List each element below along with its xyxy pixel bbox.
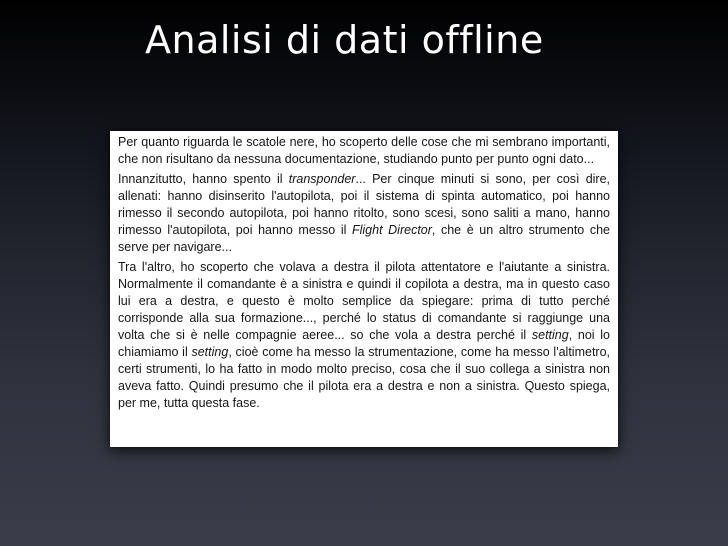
slide-title: Analisi di dati offline <box>145 18 544 62</box>
quote-paragraph-2-text-a: Innanzitutto, hanno spento il <box>118 172 289 186</box>
quote-excerpt <box>110 131 618 447</box>
quote-paragraph-3-text-b: , noi lo chiamiamo il <box>118 328 610 359</box>
quote-paragraph-3-text-a: Tra l'altro, ho scoperto che volava a destra il pilota attentatore e l'aiutante a sinistra. Normalmente il comandante è a sinistra e quindi il copilota a destra, ma in questo caso lui era a destra, e questo è molto semplice da spiegare: prima di tutto perché corrisponde alla sua formazione..., perché lo status di comandante si raggiunge una volta che si è nelle compagnie aeree... so che vola a destra perché il <box>118 260 610 342</box>
term-setting: setting <box>531 328 569 342</box>
quote-paragraph-1: Per quanto riguarda le scatole nere, ho scoperto delle cose che mi sembrano importanti, che non risultano da nessuna documentazione, studiando punto per punto ogni dato... <box>118 135 610 166</box>
term-setting: setting <box>191 345 229 359</box>
quote-paragraph-2 <box>118 171 610 256</box>
quote-paragraph-3-text-c: , cioè come ha messo la strumentazione, come ha messo l'altimetro, certi strumenti, lo ha fatto in modo molto preciso, cosa che il suo collega a sinistra non aveva fatto. Quindi presumo che il pilota era a destra e non a sinistra. Questo spiega, per me, tutta questa fase. <box>118 345 610 410</box>
quote-paragraph-2-text-b: ... Per cinque minuti si sono, per così dire, allenati: hanno disinserito l'autopilota, poi il sistema di spinta automatico, poi hanno rimesso il secondo autopilota, poi hanno ritolto, sono scesi, sono saliti a mano, hanno rimesso l'autopilota, poi hanno messo il <box>118 172 611 237</box>
quote-paragraph-3 <box>118 259 610 412</box>
term-flight-director: Flight Director <box>351 223 432 237</box>
term-transponder: transponder <box>288 172 356 186</box>
quote-paragraph-2-text-c: , che è un altro strumento che serve per navigare... <box>118 223 610 254</box>
